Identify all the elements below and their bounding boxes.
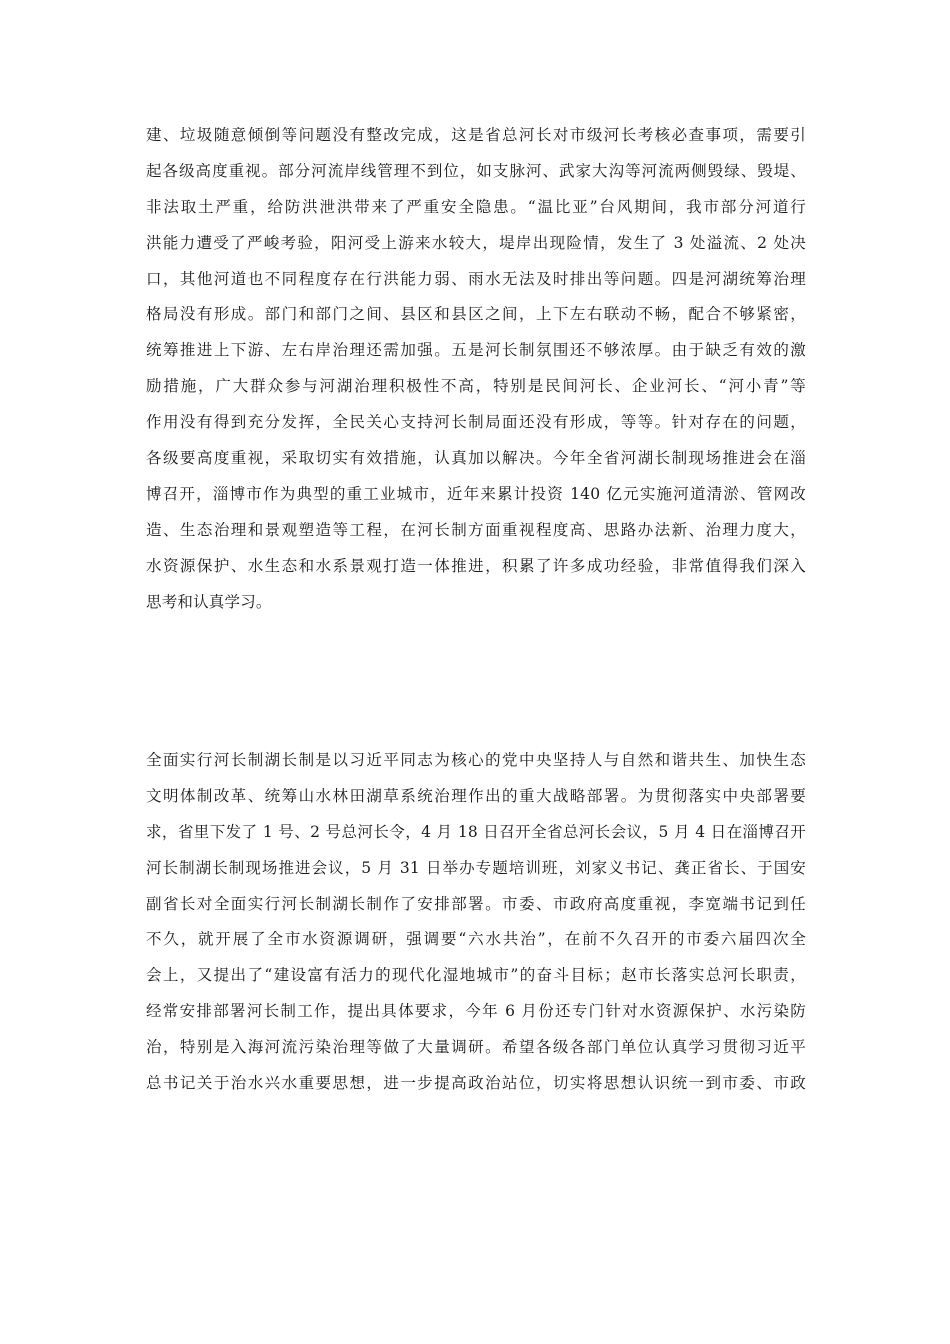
text-line: 全面实行河长制湖长制是以习近平同志为核心的党中央坚持人与自然和谐共生、加快生态: [146, 751, 806, 769]
text-line: 求，省里下发了 1 号、2 号总河长令，4 月 18 日召开全省总河长会议，5 月 4 日在淄博召开: [146, 822, 806, 841]
text-line: 治，特别是入海河流污染治理等做了大量调研。希望各级各部门单位认真学习贯彻习近平: [146, 1038, 806, 1057]
text-line: 思考和认真学习。: [146, 592, 272, 611]
paragraph-2: [146, 743, 806, 1102]
text-line: 统筹推进上下游、左右岸治理还需加强。五是河长制氛围还不够浓厚。由于缺乏有效的激: [146, 341, 806, 360]
text-line: 造、生态治理和景观塑造等工程，在河长制方面重视程度高、思路办法新、治理力度大，: [146, 520, 806, 539]
paragraph-1: [146, 118, 806, 620]
text-line: 起各级高度重视。部分河流岸线管理不到位，如支脉河、武家大沟等河流两侧毁绿、毁堤、: [146, 161, 806, 180]
text-line: 副省长对全面实行河长制湖长制作了安排部署。市委、市政府高度重视，李宽端书记到任: [146, 894, 806, 913]
text-line: 水资源保护、水生态和水系景观打造一体推进，积累了许多成功经验，非常值得我们深入: [146, 556, 806, 575]
text-line: 非法取土严重，给防洪泄洪带来了严重安全隐患。“温比亚”台风期间，我市部分河道行: [146, 197, 806, 216]
text-line: 洪能力遭受了严峻考验，阳河受上游来水较大，堤岸出现险情，发生了 3 处溢流、2 处决: [146, 233, 806, 252]
text-line: 不久，就开展了全市水资源调研，强调要“六水共治”，在前不久召开的市委六届四次全: [146, 930, 806, 949]
text-line: 河长制湖长制现场推进会议，5 月 31 日举办专题培训班，刘家义书记、龚正省长、于国安: [146, 858, 806, 877]
text-line: 文明体制改革、统筹山水林田湖草系统治理作出的重大战略部署。为贯彻落实中央部署要: [146, 786, 806, 805]
text-line: 作用没有得到充分发挥，全民关心支持河长制局面还没有形成，等等。针对存在的问题，: [146, 413, 806, 432]
text-line: 博召开，淄博市作为典型的重工业城市，近年来累计投资 140 亿元实施河道清淤、管网改: [146, 484, 806, 503]
text-line: 口，其他河道也不同程度存在行洪能力弱、雨水无法及时排出等问题。四是河湖统筹治理: [146, 269, 806, 288]
text-line: 会上，又提出了“建设富有活力的现代化湿地城市”的奋斗目标；赵市长落实总河长职责，: [146, 966, 806, 985]
text-line: 建、垃圾随意倾倒等问题没有整改完成，这是省总河长对市级河长考核必查事项，需要引: [146, 126, 806, 144]
text-line: 经常安排部署河长制工作，提出具体要求，今年 6 月份还专门针对水资源保护、水污染防: [146, 1002, 806, 1021]
text-line: 格局没有形成。部门和部门之间、县区和县区之间，上下左右联动不畅，配合不够紧密，: [146, 305, 806, 324]
text-line: 励措施，广大群众参与河湖治理积极性不高，特别是民间河长、企业河长、“河小青”等: [146, 377, 806, 396]
text-line: 各级要高度重视，采取切实有效措施，认真加以解决。今年全省河湖长制现场推进会在淄: [146, 449, 806, 468]
text-line: 总书记关于治水兴水重要思想，进一步提高政治站位，切实将思想认识统一到市委、市政: [146, 1074, 806, 1093]
